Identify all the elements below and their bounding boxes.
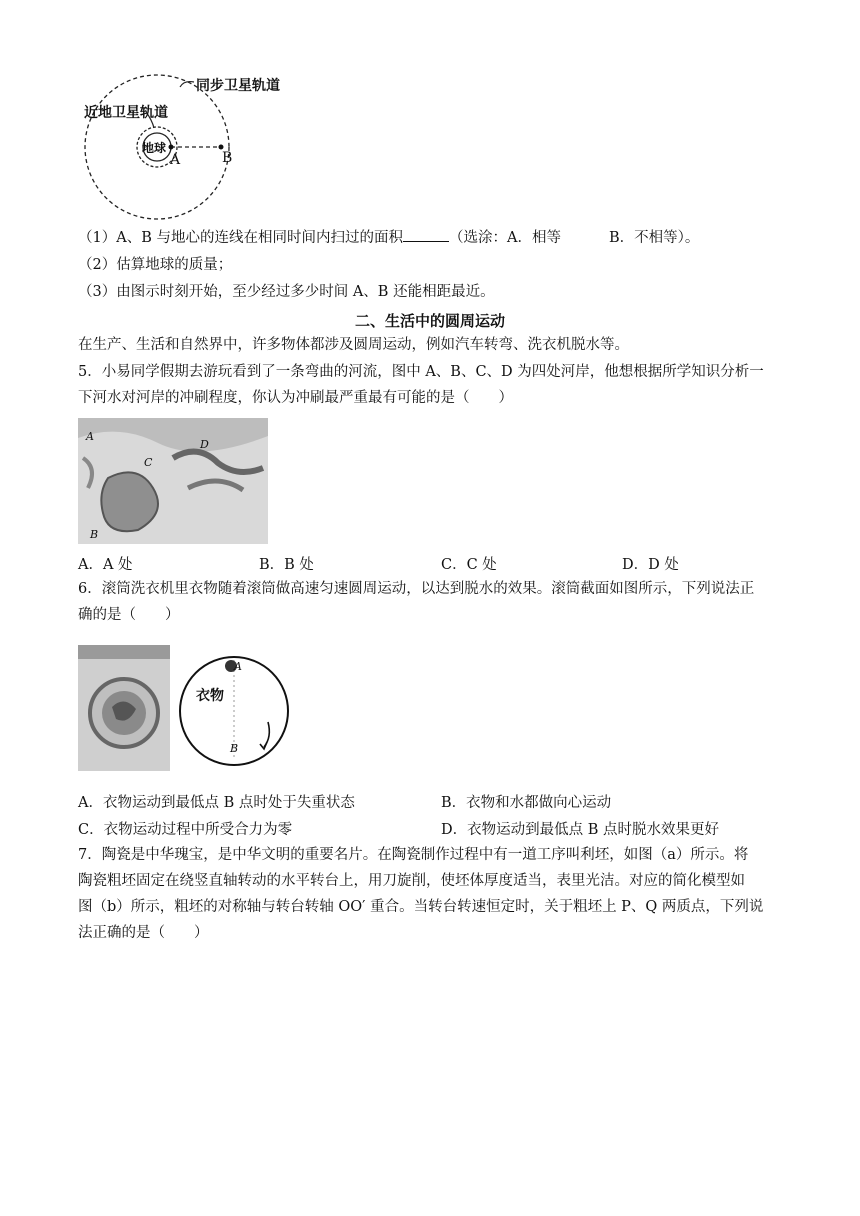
q5-option-c[interactable]: C．C 处 bbox=[441, 557, 497, 573]
near-orbit-label: 近地卫星轨道 bbox=[84, 105, 168, 121]
q6-option-b[interactable]: B．衣物和水都做向心运动 bbox=[441, 795, 612, 811]
q5-stem-line2: 下河水对河岸的冲刷程度，你认为冲刷最严重最有可能的是（ ） bbox=[78, 390, 513, 406]
q5-option-d[interactable]: D．D 处 bbox=[622, 557, 679, 573]
answer-blank[interactable] bbox=[403, 228, 449, 242]
orbit-diagram bbox=[76, 72, 316, 222]
point-b-dot bbox=[219, 145, 224, 150]
section-title: 二、生活中的圆周运动 bbox=[354, 312, 505, 330]
q5-option-a[interactable]: A．A 处 bbox=[78, 557, 133, 573]
q6-stem-line1: 6．滚筒洗衣机里衣物随着滚筒做高速匀速圆周运动，以达到脱水的效果。滚筒截面如图所示，下列说法正 bbox=[78, 581, 755, 597]
sync-orbit-label: 同步卫星轨道 bbox=[196, 78, 280, 94]
q5-option-b[interactable]: B．B 处 bbox=[259, 557, 314, 573]
earth-label: 地球 bbox=[142, 141, 167, 155]
q6-stem-line2: 确的是（ ） bbox=[78, 607, 180, 623]
q6-option-c[interactable]: C．衣物运动过程中所受合力为零 bbox=[78, 822, 293, 838]
q7-stem-line2: 陶瓷粗坯固定在绕竖直轴转动的水平转台上，用刀旋削，使坯体厚度适当，表里光洁。对应的简化模型如 bbox=[78, 873, 745, 889]
sync-orbit-pointer bbox=[180, 82, 194, 87]
river-label-b: B bbox=[90, 528, 99, 541]
point-b-label: B bbox=[222, 150, 233, 166]
q5-stem-line1: 5．小易同学假期去游玩看到了一条弯曲的河流，图中 A、B、C、D 为四处河岸，他想根据所学知识分析一 bbox=[78, 364, 764, 380]
river-label-a: A bbox=[86, 430, 94, 443]
river-label-c: C bbox=[144, 456, 153, 469]
q4-subquestion-2: （2）估算地球的质量； bbox=[78, 257, 233, 273]
q6-option-a[interactable]: A．衣物运动到最低点 B 点时处于失重状态 bbox=[78, 795, 355, 811]
river-photo bbox=[78, 418, 268, 544]
section-intro: 在生产、生活和自然界中，许多物体都涉及圆周运动，例如汽车转弯、洗衣机脱水等。 bbox=[78, 337, 629, 353]
washing-machine-photo bbox=[78, 645, 170, 771]
point-a-dot bbox=[169, 145, 174, 150]
q7-stem-line3: 图（b）所示，粗坯的对称轴与转台转轴 OO′ 重合。当转台转速恒定时，关于粗坯上 P、Q 两质点，下列说 bbox=[78, 899, 764, 915]
q4-s1-choice: （选涂：A．相等 bbox=[448, 230, 561, 246]
q4-subquestion-1 bbox=[78, 228, 699, 248]
drum-label-clothes: 衣物 bbox=[196, 688, 224, 704]
river-label-d: D bbox=[200, 438, 209, 451]
drum-cross-section bbox=[176, 652, 292, 770]
q7-stem-line1: 7．陶瓷是中华瑰宝，是中华文明的重要名片。在陶瓷制作过程中有一道工序叫利坯，如图（a）所示。将 bbox=[78, 847, 749, 863]
q4-subquestion-3: （3）由图示时刻开始，至少经过多少时间 A、B 还能相距最近。 bbox=[78, 284, 495, 300]
drum-label-b: B bbox=[230, 742, 239, 755]
q7-stem-line4: 法正确的是（ ） bbox=[78, 925, 209, 941]
q6-option-d[interactable]: D．衣物运动到最低点 B 点时脱水效果更好 bbox=[441, 822, 719, 838]
drum-label-a: A bbox=[234, 660, 242, 673]
q4-s1-choice-b: B．不相等）。 bbox=[608, 230, 700, 246]
q4-s1-prefix: （1）A、B 与地心的连线在相同时间内扫过的面积 bbox=[78, 230, 403, 246]
point-a-label: A bbox=[170, 152, 181, 168]
